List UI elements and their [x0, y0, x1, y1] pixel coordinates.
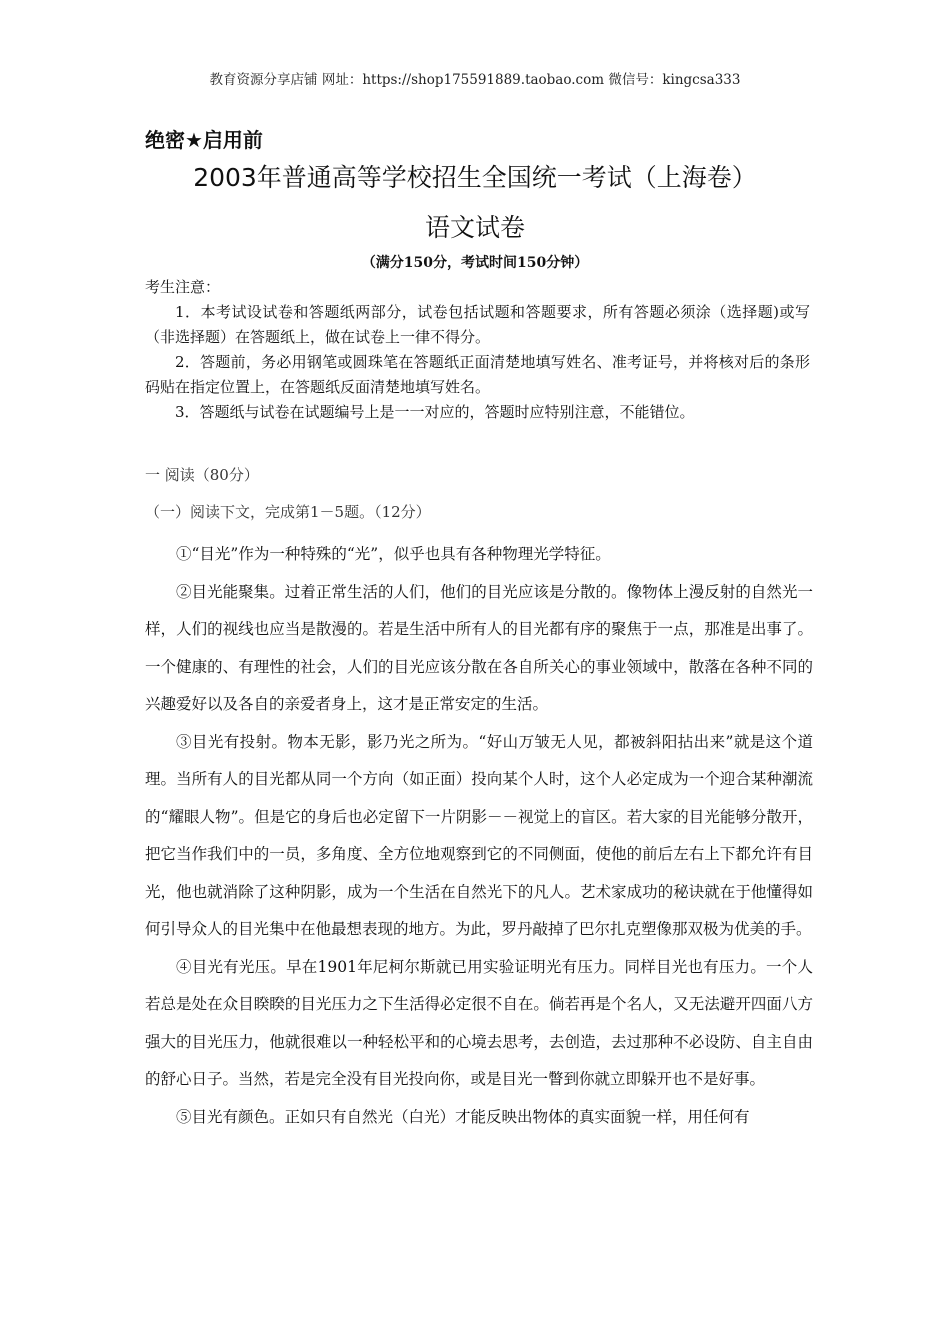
notice-list [145, 300, 810, 425]
notice-label: 考生注意： [145, 278, 221, 296]
section-title: 一 阅读（80分） [145, 466, 259, 484]
passage-paragraph: ③目光有投射。物本无影，影乃光之所为。“好山万皱无人见，都被斜阳拈出来”就是这个道理。当所有人的目光都从同一个方向（如正面）投向某个人时，这个人必定成为一个迎合某种潮流的“耀眼人物”。但是它的身后也必定留下一片阴影－－视觉上的盲区。若大家的目光能够分散开，把它当作我们中的一员，多角度、全方位地观察到它的不同侧面，使他的前后左右上下都允许有目光，他也就消除了这种阴影，成为一个生活在自然光下的凡人。艺术家成功的秘诀就在于他懂得如何引导众人的目光集中在他最想表现的地方。为此，罗丹敲掉了巴尔扎克塑像那双极为优美的手。 [145, 732, 813, 938]
passage-paragraph: ⑤目光有颜色。正如只有自然光（白光）才能反映出物体的真实面貌一样，用任何有 [176, 1107, 750, 1126]
exam-subtitle: 语文试卷 [424, 213, 525, 242]
passage-paragraph: ②目光能聚集。过着正常生活的人们，他们的目光应该是分散的。像物体上漫反射的自然光一样，人们的视线也应当是散漫的。若是生活中所有人的目光都有序的聚焦于一点，那准是出事了。一个健康的、有理性的社会，人们的目光应该分散在各自所关心的事业领域中，散落在各种不同的兴趣爱好以及各自的亲爱者身上，这才是正常安定的生活。 [145, 582, 813, 713]
page-header: 教育资源分享店铺 网址：https://shop175591889.taobao.com 微信号：kingcsa333 [209, 72, 741, 88]
secret-mark: 绝密★启用前 [145, 128, 263, 152]
exam-title: 2003年普通高等学校招生全国统一考试（上海卷） [193, 163, 757, 192]
notice-item: 3．答题纸与试卷在试题编号上是一一对应的，答题时应特别注意，不能错位。 [175, 403, 695, 421]
score-note: （满分150分，考试时间150分钟） [361, 255, 589, 271]
subsection-instruction: （一）阅读下文，完成第1－5题。（12分） [145, 503, 431, 521]
passage-paragraph: ①“目光”作为一种特殊的“光”，似乎也具有各种物理光学特征。 [176, 545, 611, 563]
notice-item: 1．本考试设试卷和答题纸两部分，试卷包括试题和答题要求，所有答题必须涂（选择题)或写（非选择题）在答题纸上，做在试卷上一律不得分。 [145, 303, 810, 346]
passage-paragraph: ④目光有光压。早在1901年尼柯尔斯就已用实验证明光有压力。同样目光也有压力。一个人若总是处在众目睽睽的目光压力之下生活得必定很不自在。倘若再是个名人，又无法避开四面八方强大的目光压力，他就很难以一种轻松平和的心境去思考，去创造，去过那种不必设防、自主自由的舒心日子。当然，若是完全没有目光投向你，或是目光一瞥到你就立即躲开也不是好事。 [145, 957, 813, 1088]
reading-passage [145, 536, 813, 1136]
notice-item: 2．答题前，务必用钢笔或圆珠笔在答题纸正面清楚地填写姓名、准考证号，并将核对后的条形码贴在指定位置上，在答题纸反面清楚地填写姓名。 [145, 353, 810, 396]
